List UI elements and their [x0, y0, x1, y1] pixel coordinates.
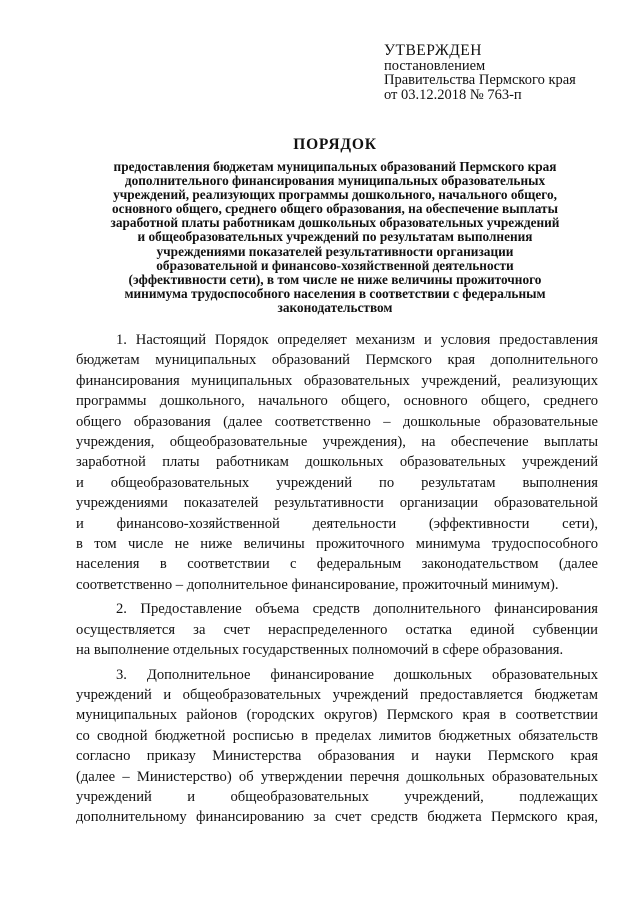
paragraph-1-line: программы дошкольного, начального общего, основного общего, среднего — [76, 393, 598, 410]
paragraph-3-line: учреждений и общеобразовательных учреждений, подлежащих — [76, 788, 598, 805]
paragraph-1-line: населения в соответствии с федеральным законодательством (далее — [76, 556, 598, 573]
paragraph-3-line: учреждений и общеобразовательных учреждений предоставляется бюджетам — [76, 686, 598, 703]
paragraph-1-line: 1. Настоящий Порядок определяет механизм и условия предоставления — [116, 332, 598, 348]
paragraph-3-line: муниципальных районов (городских округов) Пермского края в соответствии — [76, 707, 598, 724]
document-title: ПОРЯДОК — [293, 136, 377, 153]
subtitle-line: учреждениями показателей результативности организации — [156, 243, 514, 259]
approval-line: постановлением — [384, 57, 486, 74]
paragraph-3-line: 3. Дополнительное финансирование дошкольных образовательных — [116, 666, 598, 683]
subtitle-line: основного общего, среднего общего образования, на обеспечение выплаты — [112, 201, 558, 217]
document-body — [76, 330, 598, 828]
paragraph-2-line: на выполнение отдельных государственных полномочий в сфере образования. — [76, 642, 564, 659]
approval-line: Правительства Пермского края — [384, 72, 576, 88]
approval-stamp — [384, 44, 614, 102]
paragraph-2-line: осуществляется за счет нераспределенного остатка единой субвенции — [76, 621, 598, 638]
approval-heading: УТВЕРЖДЕН — [384, 42, 482, 59]
document-subtitle — [72, 160, 598, 315]
paragraph-1-line: и общеобразовательных учреждений по результатам выполнения — [76, 474, 598, 491]
paragraph-1-line: заработной платы работникам дошкольных образовательных учреждений — [76, 454, 598, 471]
paragraph-3-line: согласно приказу Министерства образования и науки Пермского края — [76, 748, 598, 765]
subtitle-line: (эффективности сети), в том числе не ниже величины прожиточного — [128, 271, 542, 287]
paragraph-1-line: финансирования муниципальных образовательных учреждений, реализующих — [76, 372, 598, 389]
paragraph-1-line: и финансово-хозяйственной деятельности (эффективности сети), — [76, 515, 598, 532]
subtitle-line: и общеобразовательных учреждений по результатам выполнения — [137, 229, 533, 245]
subtitle-line: предоставления бюджетам муниципальных образований Пермского края — [113, 159, 557, 174]
paragraph-1-line: соответственно – дополнительное финансирование, прожиточный минимум). — [76, 576, 559, 593]
subtitle-line: учреждений, реализующих программы дошкольного, начального общего, — [113, 187, 557, 203]
paragraph-1-line: общего образования (далее соответственно – дошкольные образовательные — [76, 413, 598, 430]
paragraph-1-line: бюджетам муниципальных образований Пермского края дополнительного — [76, 352, 598, 369]
paragraph-1-line: учреждениями показателей результативности организации образовательной — [76, 495, 598, 512]
approval-date-number: от 03.12.2018 № 763-п — [384, 86, 522, 103]
paragraph-1-line: учреждения, общеобразовательные учреждения), на обеспечение выплаты — [76, 434, 598, 451]
paragraph-3-line: со сводной бюджетной росписью в пределах лимитов бюджетных обязательств — [76, 727, 598, 744]
paragraph-3-line: (далее – Министерство) об утверждении перечня дошкольных образовательных — [76, 768, 598, 785]
subtitle-line: дополнительного финансирования муниципальных образовательных — [124, 173, 546, 189]
subtitle-line: законодательством — [277, 299, 393, 315]
subtitle-line: минимума трудоспособного населения в соответствии с федеральным — [124, 285, 546, 301]
paragraph-2-line: 2. Предоставление объема средств дополнительного финансирования — [116, 601, 598, 618]
subtitle-line: заработной платы работникам дошкольных образовательных учреждений — [110, 215, 560, 231]
paragraph-3-line: дополнительному финансированию за счет средств бюджета Пермского края, — [76, 809, 598, 826]
paragraph-1-line: в том числе не ниже величины прожиточного минимума трудоспособного — [76, 536, 598, 553]
subtitle-line: образовательной и финансово-хозяйственной деятельности — [156, 257, 514, 273]
